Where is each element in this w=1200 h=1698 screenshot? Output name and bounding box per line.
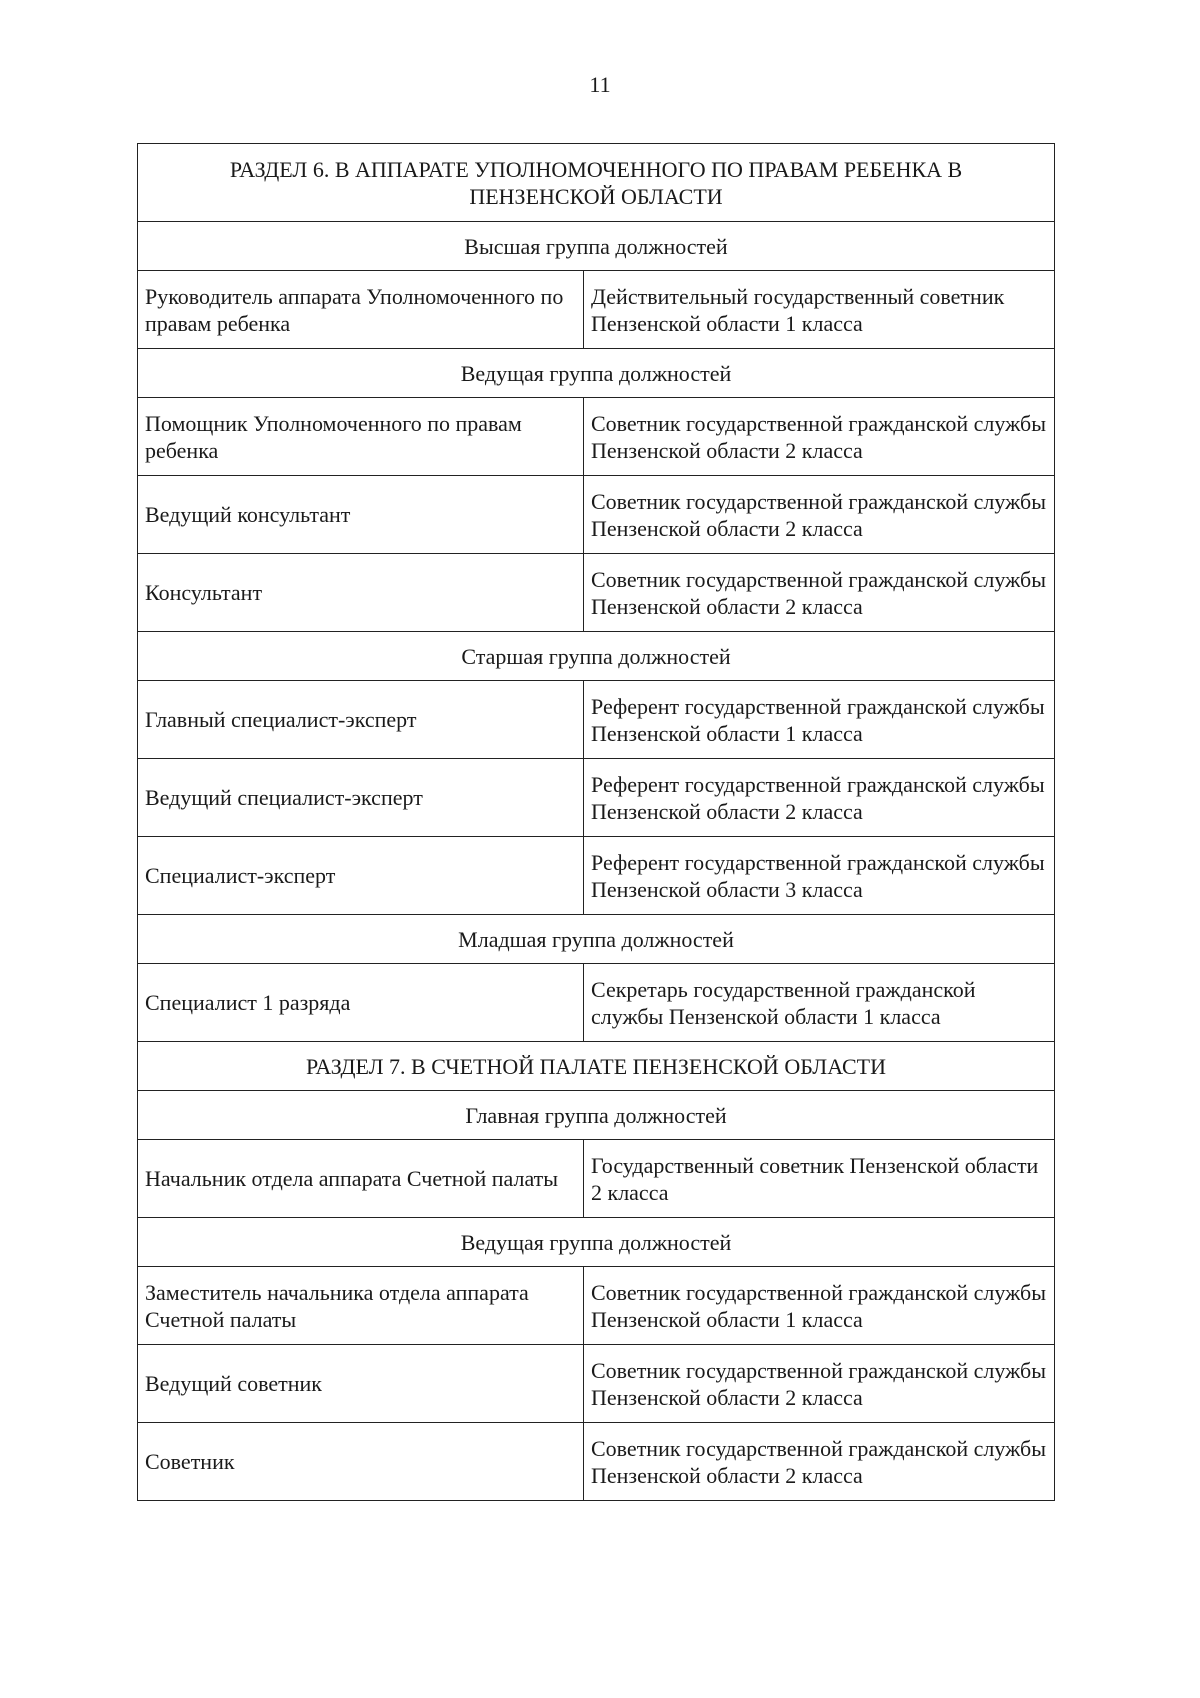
rank-cell: Советник государственной гражданской службы Пензенской области 2 класса bbox=[584, 476, 1055, 554]
position-cell: Ведущий консультант bbox=[138, 476, 584, 554]
position-cell: Помощник Уполномоченного по правам ребенка bbox=[138, 398, 584, 476]
group-header bbox=[138, 632, 1055, 681]
rank-cell: Советник государственной гражданской службы Пензенской области 2 класса bbox=[584, 398, 1055, 476]
table-row bbox=[138, 1423, 1055, 1501]
group-header bbox=[138, 915, 1055, 964]
group-title: Высшая группа должностей bbox=[138, 222, 1055, 271]
positions-table bbox=[137, 143, 1055, 1501]
table-row bbox=[138, 681, 1055, 759]
position-cell: Заместитель начальника отдела аппарата Счетной палаты bbox=[138, 1267, 584, 1345]
table-row bbox=[138, 1345, 1055, 1423]
group-header bbox=[138, 349, 1055, 398]
rank-cell: Государственный советник Пензенской области 2 класса bbox=[584, 1140, 1055, 1218]
rank-cell: Референт государственной гражданской службы Пензенской области 3 класса bbox=[584, 837, 1055, 915]
group-title: Ведущая группа должностей bbox=[138, 1218, 1055, 1267]
position-cell: Советник bbox=[138, 1423, 584, 1501]
group-header bbox=[138, 1091, 1055, 1140]
rank-cell: Действительный государственный советник Пензенской области 1 класса bbox=[584, 271, 1055, 349]
position-cell: Специалист-эксперт bbox=[138, 837, 584, 915]
position-cell: Ведущий советник bbox=[138, 1345, 584, 1423]
table-row bbox=[138, 1140, 1055, 1218]
rank-cell: Советник государственной гражданской службы Пензенской области 2 класса bbox=[584, 554, 1055, 632]
section-title: РАЗДЕЛ 7. В СЧЕТНОЙ ПАЛАТЕ ПЕНЗЕНСКОЙ ОБЛАСТИ bbox=[138, 1042, 1055, 1091]
rank-cell: Референт государственной гражданской службы Пензенской области 1 класса bbox=[584, 681, 1055, 759]
table-row bbox=[138, 837, 1055, 915]
table-row bbox=[138, 964, 1055, 1042]
page-number: 11 bbox=[589, 72, 611, 97]
group-title: Младшая группа должностей bbox=[138, 915, 1055, 964]
position-cell: Главный специалист-эксперт bbox=[138, 681, 584, 759]
position-cell: Руководитель аппарата Уполномоченного по правам ребенка bbox=[138, 271, 584, 349]
position-cell: Начальник отдела аппарата Счетной палаты bbox=[138, 1140, 584, 1218]
rank-cell: Советник государственной гражданской службы Пензенской области 2 класса bbox=[584, 1423, 1055, 1501]
position-cell: Специалист 1 разряда bbox=[138, 964, 584, 1042]
rank-cell: Советник государственной гражданской службы Пензенской области 2 класса bbox=[584, 1345, 1055, 1423]
table-row bbox=[138, 476, 1055, 554]
section-header bbox=[138, 144, 1055, 222]
table-row bbox=[138, 398, 1055, 476]
group-header bbox=[138, 1218, 1055, 1267]
rank-cell: Советник государственной гражданской службы Пензенской области 1 класса bbox=[584, 1267, 1055, 1345]
group-title: Старшая группа должностей bbox=[138, 632, 1055, 681]
position-cell: Консультант bbox=[138, 554, 584, 632]
table-row bbox=[138, 271, 1055, 349]
group-title: Главная группа должностей bbox=[138, 1091, 1055, 1140]
rank-cell: Секретарь государственной гражданской службы Пензенской области 1 класса bbox=[584, 964, 1055, 1042]
position-cell: Ведущий специалист-эксперт bbox=[138, 759, 584, 837]
group-title: Ведущая группа должностей bbox=[138, 349, 1055, 398]
group-header bbox=[138, 222, 1055, 271]
section-title: РАЗДЕЛ 6. В АППАРАТЕ УПОЛНОМОЧЕННОГО ПО ПРАВАМ РЕБЕНКА В ПЕНЗЕНСКОЙ ОБЛАСТИ bbox=[138, 144, 1055, 222]
rank-cell: Референт государственной гражданской службы Пензенской области 2 класса bbox=[584, 759, 1055, 837]
section-header bbox=[138, 1042, 1055, 1091]
table-row bbox=[138, 1267, 1055, 1345]
table-row bbox=[138, 759, 1055, 837]
table-row bbox=[138, 554, 1055, 632]
